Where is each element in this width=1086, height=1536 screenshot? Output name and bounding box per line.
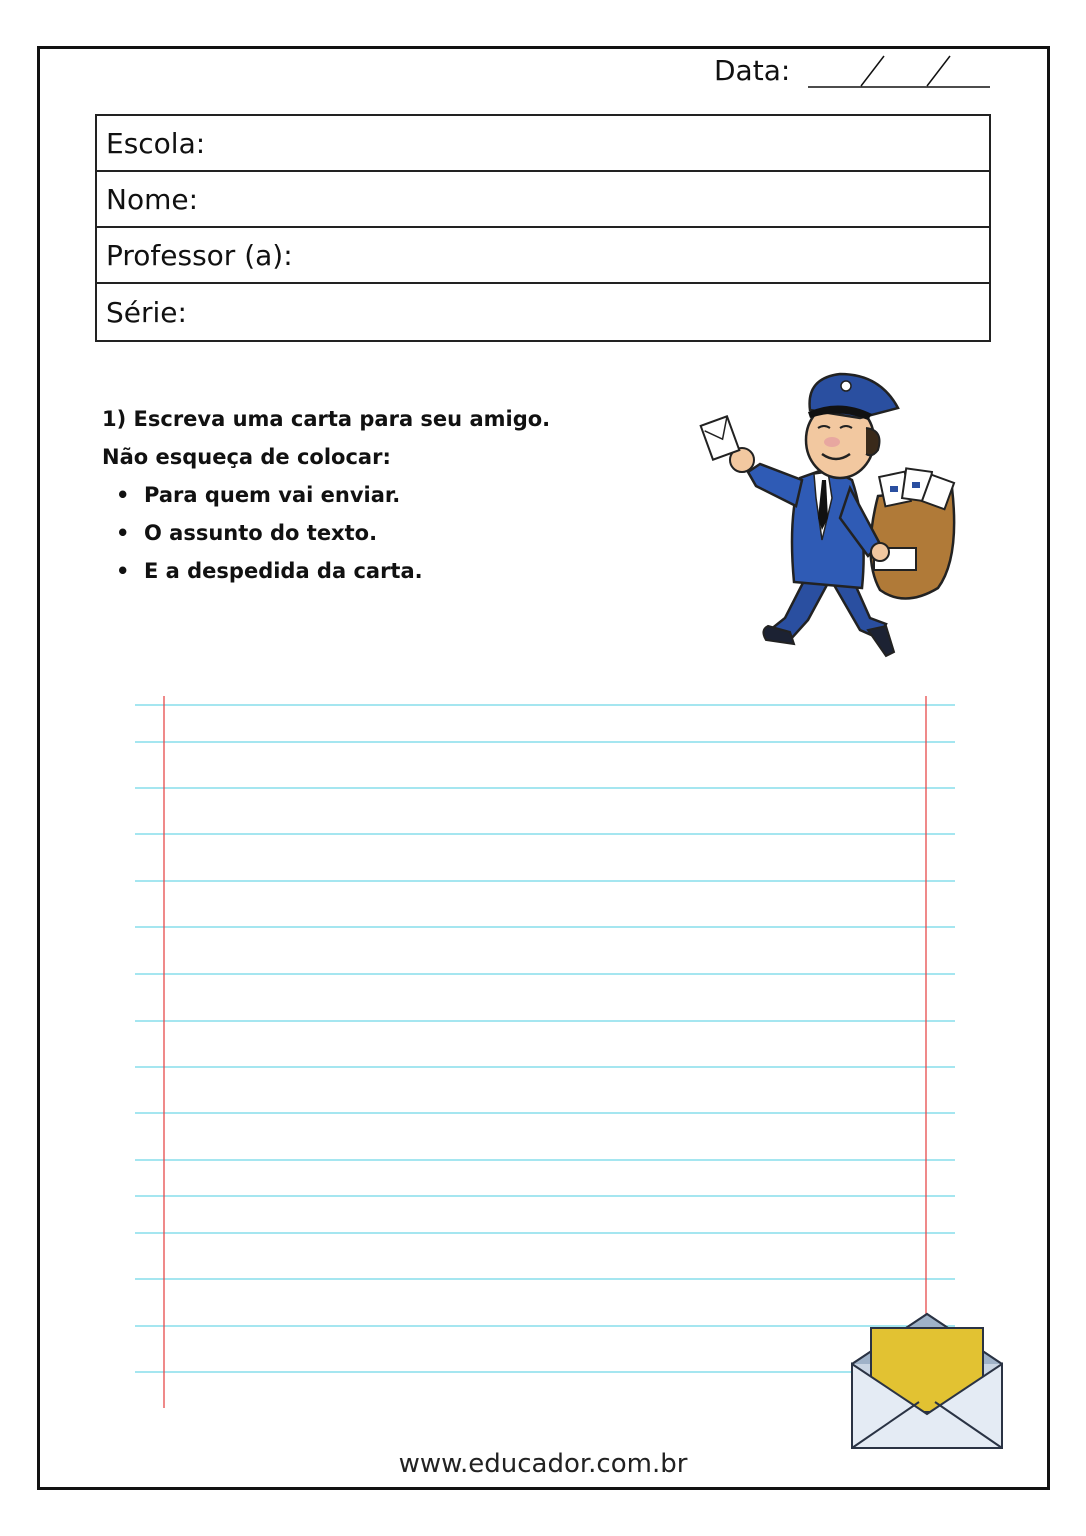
envelope-icon [849, 1310, 1005, 1452]
student-info-table [95, 114, 991, 342]
info-label: Professor (a): [106, 238, 293, 272]
task-title: 1) Escreva uma carta para seu amigo. [102, 407, 551, 431]
task-bullet: • O assunto do texto. [116, 514, 550, 552]
info-row-escola[interactable] [97, 116, 989, 172]
info-label: Série: [106, 295, 187, 329]
task-bullet: • E a despedida da carta. [116, 552, 550, 590]
info-label: Nome: [106, 182, 199, 216]
task-instructions [102, 400, 550, 590]
info-row-nome[interactable] [97, 172, 989, 228]
task-subtitle: Não esqueça de colocar: [102, 445, 391, 469]
postman-illustration [690, 368, 970, 664]
ruled-writing-area[interactable] [135, 692, 955, 1412]
info-row-professor[interactable] [97, 228, 989, 284]
date-blank-lines[interactable] [806, 54, 992, 90]
info-label: Escola: [106, 126, 206, 160]
date-label: Data: [714, 54, 791, 87]
task-bullet-list [116, 476, 550, 590]
footer-website: www.educador.com.br [398, 1449, 688, 1479]
info-row-serie[interactable] [97, 284, 989, 340]
task-bullet: • Para quem vai enviar. [116, 476, 550, 514]
